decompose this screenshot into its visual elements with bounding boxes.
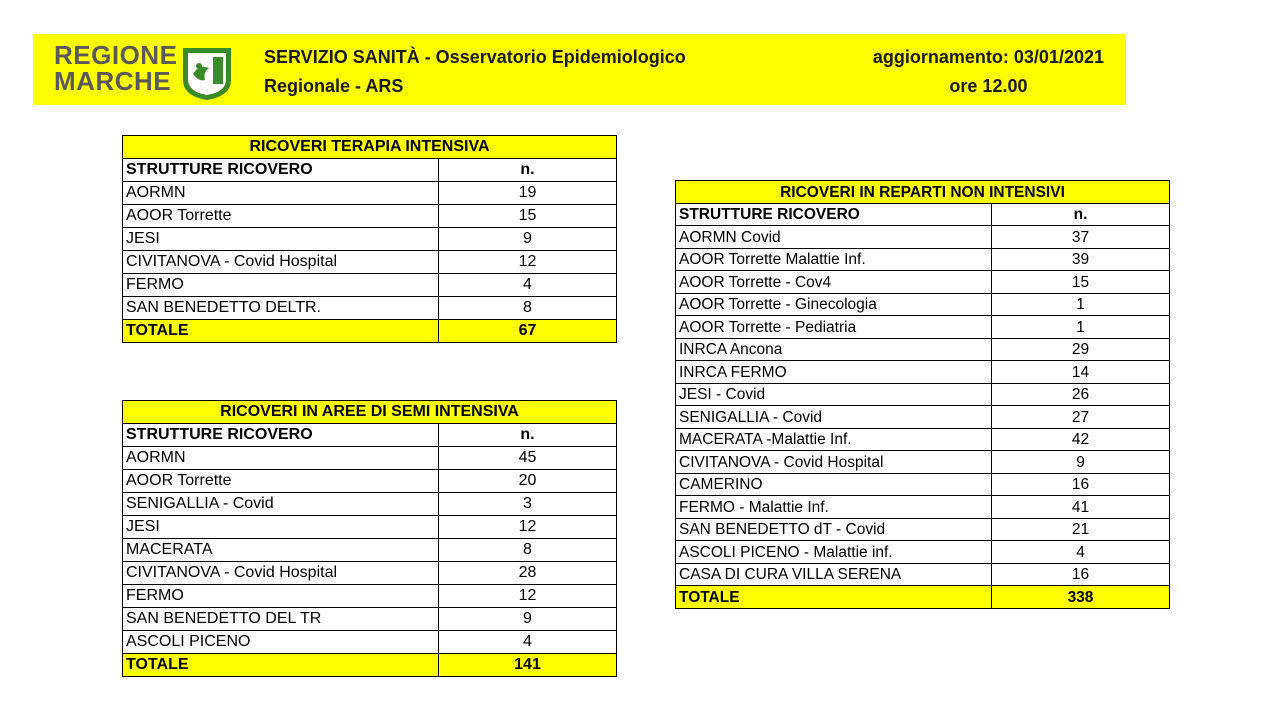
struttura-cell: CAMERINO [676,473,992,496]
table-row [123,447,617,470]
total-label: TOTALE [123,654,439,677]
table-header-row [676,203,1170,226]
struttura-cell: SENIGALLIA - Covid [123,493,439,516]
table-row [676,316,1170,339]
count-cell: 3 [439,493,617,516]
count-cell: 12 [439,516,617,539]
table-title: RICOVERI TERAPIA INTENSIVA [123,136,617,159]
service-title-line-1: SERVIZIO SANITÀ - Osservatorio Epidemiologico [264,47,686,67]
total-label: TOTALE [676,586,992,609]
table-row [123,205,617,228]
table-row [676,518,1170,541]
table-row [676,496,1170,519]
table-row [123,297,617,320]
count-cell: 37 [992,226,1170,249]
count-cell: 12 [439,251,617,274]
table-row [123,251,617,274]
update-date: aggiornamento: 03/01/2021 [872,47,1104,67]
table-row [676,248,1170,271]
struttura-cell: AOOR Torrette [123,470,439,493]
table-row [123,228,617,251]
struttura-cell: INRCA Ancona [676,338,992,361]
struttura-cell: CIVITANOVA - Covid Hospital [123,251,439,274]
service-title [264,43,686,101]
intensive-care-table [122,135,617,343]
total-value: 67 [439,320,617,343]
logo-line-1: REGIONE [54,40,178,70]
struttura-cell: AOOR Torrette [123,205,439,228]
count-cell: 8 [439,297,617,320]
struttura-cell: JESI - Covid [676,383,992,406]
header-banner [33,34,1126,105]
count-cell: 26 [992,383,1170,406]
column-header-struttura: STRUTTURE RICOVERO [123,424,439,447]
table-header-row [123,424,617,447]
table-row [676,428,1170,451]
table-row [676,563,1170,586]
count-cell: 28 [439,562,617,585]
struttura-cell: SAN BENEDETTO DEL TR [123,608,439,631]
count-cell: 12 [439,585,617,608]
table-row [676,451,1170,474]
table-row [676,361,1170,384]
table-row [123,539,617,562]
struttura-cell: CASA DI CURA VILLA SERENA [676,563,992,586]
table-row [123,493,617,516]
struttura-cell: FERMO - Malattie Inf. [676,496,992,519]
count-cell: 45 [439,447,617,470]
count-cell: 39 [992,248,1170,271]
struttura-cell: MACERATA -Malattie Inf. [676,428,992,451]
count-cell: 9 [992,451,1170,474]
table-row [676,226,1170,249]
update-info [873,43,1104,101]
struttura-cell: AOOR Torrette - Cov4 [676,271,992,294]
semi-intensive-table [122,400,617,677]
struttura-cell: AOOR Torrette - Ginecologia [676,293,992,316]
count-cell: 16 [992,473,1170,496]
count-cell: 21 [992,518,1170,541]
table-row [676,271,1170,294]
table-title-row [676,181,1170,204]
struttura-cell: SAN BENEDETTO DELTR. [123,297,439,320]
table-row [123,182,617,205]
total-value: 338 [992,586,1170,609]
count-cell: 27 [992,406,1170,429]
table-header-row [123,159,617,182]
count-cell: 8 [439,539,617,562]
struttura-cell: ASCOLI PICENO [123,631,439,654]
column-header-struttura: STRUTTURE RICOVERO [676,203,992,226]
count-cell: 4 [992,541,1170,564]
struttura-cell: AOOR Torrette Malattie Inf. [676,248,992,271]
struttura-cell: FERMO [123,274,439,297]
count-cell: 4 [439,274,617,297]
table-title: RICOVERI IN REPARTI NON INTENSIVI [676,181,1170,204]
count-cell: 1 [992,316,1170,339]
logo-line-2: MARCHE [54,66,172,96]
column-header-n: n. [439,159,617,182]
count-cell: 9 [439,228,617,251]
table-row [676,293,1170,316]
count-cell: 9 [439,608,617,631]
total-label: TOTALE [123,320,439,343]
count-cell: 15 [439,205,617,228]
table-row [676,541,1170,564]
count-cell: 29 [992,338,1170,361]
struttura-cell: CIVITANOVA - Covid Hospital [123,562,439,585]
service-title-line-2: Regionale - ARS [264,76,404,96]
table-row [123,585,617,608]
total-row [123,320,617,343]
non-intensive-table [675,180,1170,609]
column-header-n: n. [992,203,1170,226]
column-header-struttura: STRUTTURE RICOVERO [123,159,439,182]
column-header-n: n. [439,424,617,447]
struttura-cell: ASCOLI PICENO - Malattie inf. [676,541,992,564]
table-title-row [123,401,617,424]
struttura-cell: MACERATA [123,539,439,562]
struttura-cell: INRCA FERMO [676,361,992,384]
table-row [676,473,1170,496]
regione-marche-logo [54,42,177,94]
table-row [123,274,617,297]
total-row [123,654,617,677]
count-cell: 1 [992,293,1170,316]
count-cell: 16 [992,563,1170,586]
struttura-cell: JESI [123,228,439,251]
struttura-cell: SENIGALLIA - Covid [676,406,992,429]
struttura-cell: AORMN [123,182,439,205]
table-row [676,383,1170,406]
table-row [676,338,1170,361]
table-row [123,631,617,654]
count-cell: 19 [439,182,617,205]
total-row [676,586,1170,609]
struttura-cell: AORMN Covid [676,226,992,249]
count-cell: 4 [439,631,617,654]
count-cell: 41 [992,496,1170,519]
table-row [676,406,1170,429]
table-row [123,608,617,631]
struttura-cell: SAN BENEDETTO dT - Covid [676,518,992,541]
struttura-cell: CIVITANOVA - Covid Hospital [676,451,992,474]
update-time: ore 12.00 [949,76,1028,96]
total-value: 141 [439,654,617,677]
struttura-cell: AORMN [123,447,439,470]
table-row [123,562,617,585]
table-title-row [123,136,617,159]
struttura-cell: FERMO [123,585,439,608]
struttura-cell: JESI [123,516,439,539]
regione-marche-emblem-icon [179,44,235,102]
table-row [123,516,617,539]
table-title: RICOVERI IN AREE DI SEMI INTENSIVA [123,401,617,424]
count-cell: 15 [992,271,1170,294]
count-cell: 42 [992,428,1170,451]
count-cell: 20 [439,470,617,493]
table-row [123,470,617,493]
struttura-cell: AOOR Torrette - Pediatria [676,316,992,339]
count-cell: 14 [992,361,1170,384]
